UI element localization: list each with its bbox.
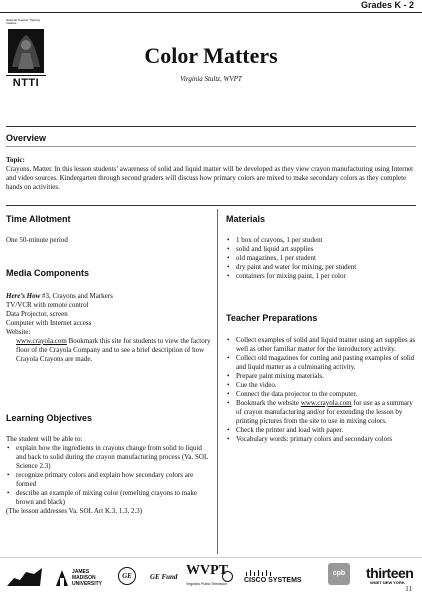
logo-caption: National Teacher Training Institute <box>6 18 40 26</box>
cpb-logo <box>328 563 350 585</box>
overview-text: Crayons, Matter. In this lesson students’ awareness of solid and liquid matter will be developed as they view crayon manufacturing using Internet and video sources. Kindergarten through second graders will discuss how primary colors are mixed to make secondary colors as they complete hands on activities. <box>6 165 414 191</box>
virginia-map-logo <box>6 566 44 588</box>
video-title: Here’s How <box>6 292 41 300</box>
grade-level: Grades K - 2 <box>360 0 414 10</box>
bookmark-text: Bookmark the website <box>236 399 301 407</box>
list-item: • dry paint and water for mixing, per student <box>226 263 416 272</box>
list-item: • Collect old magazines for cutting and pasting examples of solid and liquid matter as a culminating activity. <box>226 354 416 372</box>
thirteen-logo: thirteen <box>366 565 414 581</box>
objectives-body <box>6 435 211 516</box>
page-title: Color Matters <box>144 43 278 68</box>
materials-body <box>226 236 416 281</box>
video-episode: #3, Crayons and Markers <box>40 292 113 300</box>
list-item: • Check the printer and load with paper. <box>226 426 416 435</box>
cpb-letters: cpb <box>332 570 346 577</box>
jmu-name: JAMES MADISON UNIVERSITY <box>72 569 103 587</box>
wvpt-tagline: Virginia's Public Television <box>186 582 227 586</box>
list-item <box>226 399 416 426</box>
overview-underline <box>6 146 416 147</box>
author: Virginia Stultz, WVPT <box>180 75 242 83</box>
media-heading: Media Components <box>6 268 90 278</box>
website-description: Bookmark this site for students to view the factory floor of the Crayola Company and to see a brief description of how Crayola Crayons are made. <box>16 337 211 363</box>
objectives-note: (The lesson addresses Va. SOL Art K.3, 1.3, 2.3) <box>6 507 143 515</box>
list-item: • Prepare paint mixing materials. <box>226 372 416 381</box>
prep-body <box>226 336 416 444</box>
list-item: • Collect examples of solid and liquid matter using art supplies as well as other familiar matter for the introductory activity. <box>226 336 416 354</box>
column-divider <box>217 209 218 554</box>
wvpt-circle-icon <box>222 571 233 582</box>
cisco-name: CISCO SYSTEMS <box>244 577 302 584</box>
logo-name: NTTI <box>12 77 40 89</box>
crayola-link[interactable]: www.crayola.com <box>300 399 352 407</box>
list-item: • old magazines, 1 per student <box>226 254 416 263</box>
jmu-logo <box>54 566 110 590</box>
bookmark-text-end: for use as a summary of crayon manufacturing and/or for extending the lesson by printing pictures from the site to use in mixing colors. <box>236 399 413 425</box>
cisco-logo <box>244 570 306 584</box>
crayola-link[interactable]: www.crayola.com <box>16 337 67 345</box>
thirteen-tagline: WNET NEW YORK <box>370 580 405 585</box>
list-item: • recognize primary colors and explain how secondary colors are formed <box>6 471 211 489</box>
footer-rule <box>0 557 422 558</box>
ge-fund-logo: GE Fund <box>150 573 178 581</box>
objectives-intro: The student will be able to: <box>6 435 83 443</box>
prep-list <box>226 336 416 444</box>
media-video <box>6 292 211 301</box>
list-item: • containers for mixing paint, 1 per color <box>226 272 416 281</box>
list-item: • describe an example of mixing color (remelting crayons to make brown and black) <box>6 489 211 507</box>
objectives-heading: Learning Objectives <box>6 413 93 423</box>
materials-list <box>226 236 416 281</box>
time-text: One 50-minute period <box>6 236 68 244</box>
objectives-list <box>6 444 211 507</box>
overview-body <box>6 156 416 192</box>
materials-heading: Materials <box>226 214 266 224</box>
list-item: • solid and liquid art supplies <box>226 245 416 254</box>
list-item: • Vocabulary words: primary colors and secondary colors <box>226 435 416 444</box>
header-rule <box>0 12 422 13</box>
media-line: Data Projector, screen <box>6 310 68 318</box>
list-item: • explain how the ingredients in crayons change from solid to liquid and back to solid during the crayon manufacturing process (Va. SOL Science 2.3) <box>6 444 211 471</box>
list-item: • Cue the video. <box>226 381 416 390</box>
page-number: 11 <box>405 585 412 593</box>
list-item: • 1 box of crayons, 1 per student <box>226 236 416 245</box>
section-rule <box>6 205 416 206</box>
topic-label: Topic: <box>6 156 25 164</box>
wvpt-letters: WVPT <box>186 563 228 578</box>
wvpt-logo <box>186 563 232 591</box>
media-body <box>6 292 211 364</box>
overview-rule <box>6 126 416 127</box>
website-note <box>6 337 211 364</box>
overview-heading: Overview <box>6 133 47 143</box>
media-line: Website: <box>6 328 31 336</box>
ge-monogram: GE <box>118 567 136 585</box>
list-item: • Connect the data projector to the computer. <box>226 390 416 399</box>
time-heading: Time Allotment <box>6 214 71 224</box>
prep-heading: Teacher Preparations <box>226 313 318 323</box>
media-line: Computer with Internet access <box>6 319 92 327</box>
media-line: TV/VCR with remote control <box>6 301 89 309</box>
